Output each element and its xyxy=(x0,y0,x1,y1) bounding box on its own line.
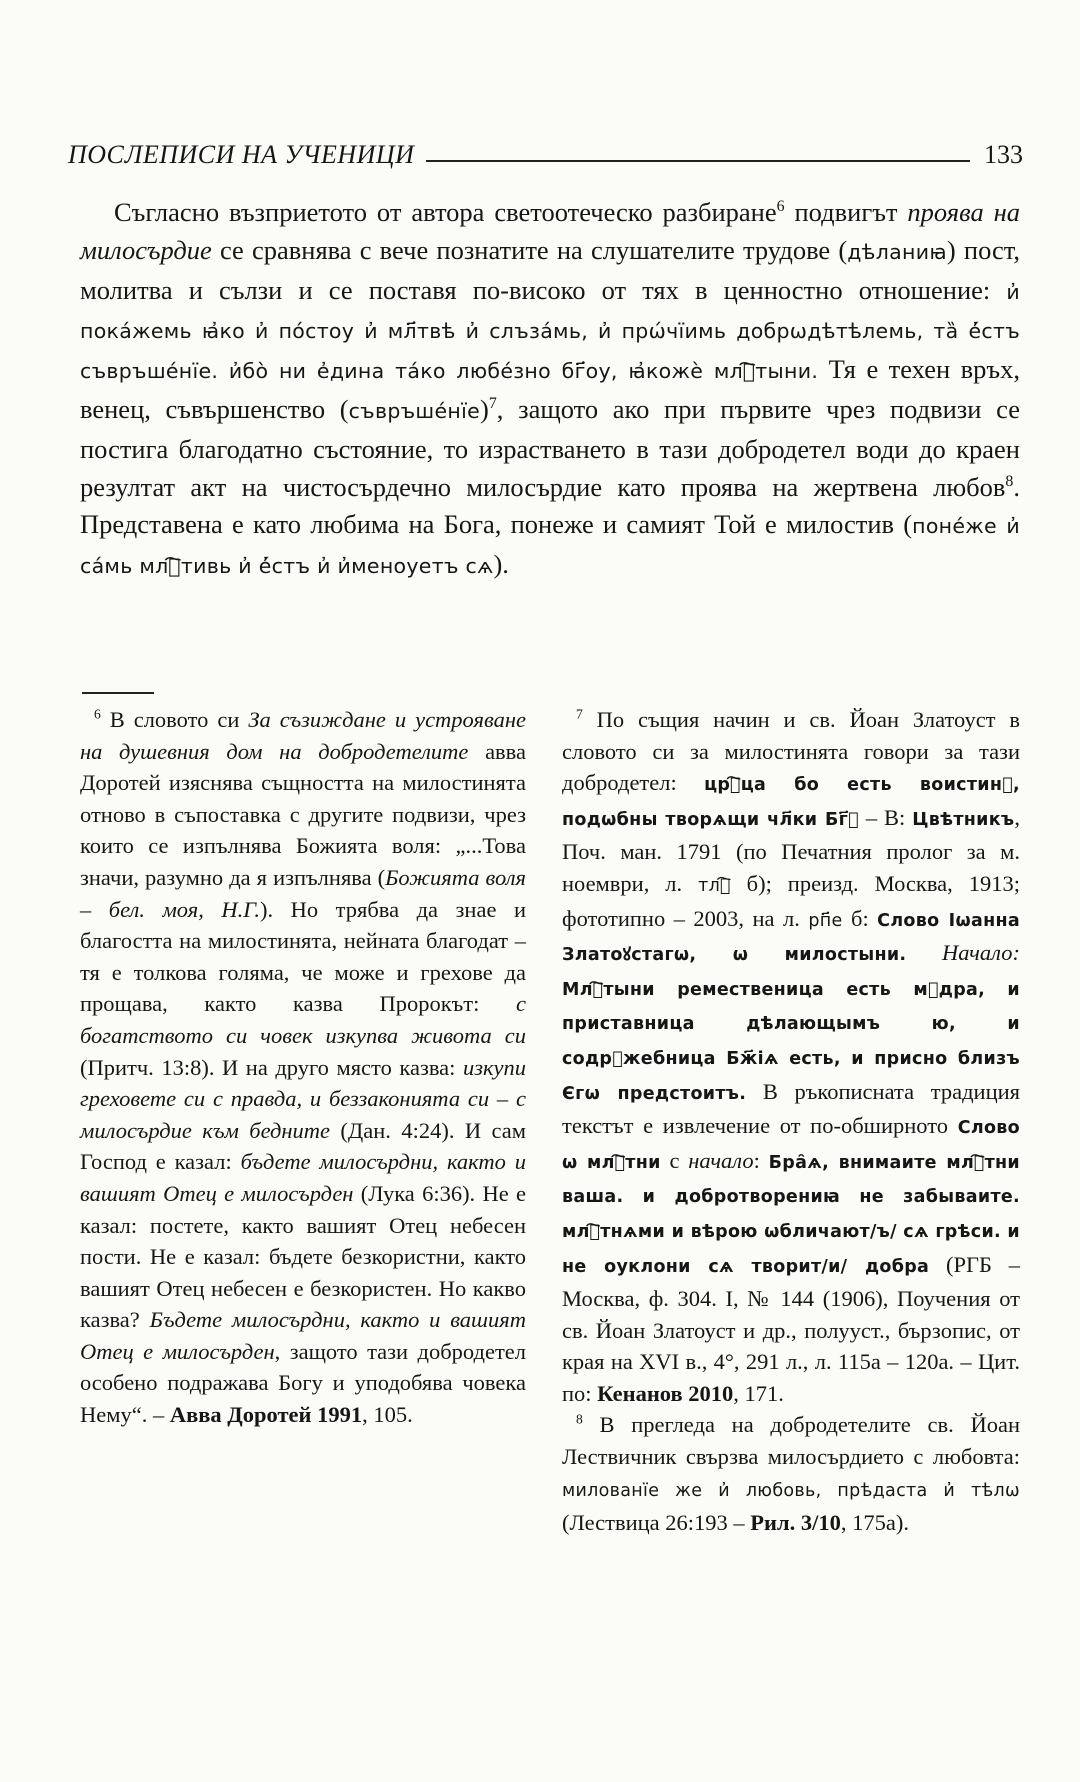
main-text-run: подвигът xyxy=(784,197,908,227)
footnote-number: 6 xyxy=(94,706,101,722)
church-slavonic-quote: съвръше́нїе xyxy=(348,398,481,423)
main-text-run: ). xyxy=(493,549,509,580)
footnote-text: , Поч. ман. 1791 (по Печатния пролог за м. ноември, л. xyxy=(562,804,1020,896)
footnote-text: с xyxy=(660,1147,689,1173)
footnote-text: В ръкописната традиция текстът е извлечение от по-обширното xyxy=(562,1078,1020,1139)
footnote-text: (Притч. 13:8). И на друго място казва: xyxy=(80,1054,463,1080)
footnote-text: В прегледа на добродетелите св. Йоан Лествичник свързва милосърдието с любовта: xyxy=(562,1412,1020,1470)
main-text-run: ) xyxy=(480,393,489,424)
footnote-citation: Авва Доротей 1991 xyxy=(169,1402,363,1428)
church-slavonic-quote: Слово Іѡанна Златоꙋстагѡ, ѡ милостыни. xyxy=(562,910,1021,966)
footnote-italic: Бъдете милосърдни, както и вашият Отец е милосърден xyxy=(80,1307,527,1364)
footnotes-left-column xyxy=(80,704,526,1431)
footnotes-right-column xyxy=(562,704,1020,1539)
footnote-7 xyxy=(562,704,1020,1409)
footnote-text: По същия начин и св. Йоан Златоуст в словото си за милостинята говори за тази добродетел: xyxy=(562,707,1020,796)
footnote-separator xyxy=(82,692,154,694)
church-slavonic-quote: црⷭ҇ца бо есть воистинꙋ, подѡбны творѧщи чл҃ки Бг҃ꙋ xyxy=(562,775,1021,830)
church-slavonic-numeral: рп҃е xyxy=(808,910,843,931)
main-text-run: Съгласно възприетото от автора светоотеческо разбиране xyxy=(114,197,777,227)
footnote-citation: Кенанов 2010 xyxy=(597,1380,734,1406)
footnote-text: , 171. xyxy=(733,1380,784,1406)
church-slavonic-quote: Цвѣтникъ xyxy=(912,809,1015,830)
main-text-run: , защото ако при първите чрез подвизи се постига благодатно състояние, то израстването в тази добродетел води до краен резултат акт на чистосърдечно милосърдие като проява на жертвена любов xyxy=(80,393,1020,502)
church-slavonic-numeral: тлⷫ҇ xyxy=(698,875,731,896)
footnote-italic: бъдете милосърдни, както и вашият Отец е милосърден xyxy=(80,1149,526,1206)
footnote-text: , 105. xyxy=(362,1402,413,1428)
footnote-italic: Начало: xyxy=(906,940,1020,966)
header-rule xyxy=(426,160,970,162)
footnote-text: ). Но трябва да знае и благостта на милостинята, нейната благодат – тя е толкова голяма, че може и грехове да прощава, както казва Пророкът: xyxy=(80,896,526,1017)
footnote-text: авва Доротей изяснява същността на милостинята отново в съпоставка с другите подвизи, чрез които се изпълнява Божията воля: „...Това значи, разумно да я изпълнява ( xyxy=(80,738,526,890)
footnote-italic: с богатството си човек изкупва живота си xyxy=(80,991,526,1048)
footnote-italic: начало xyxy=(688,1147,754,1173)
church-slavonic-quote: Слово ѡ млⷭ҇тни xyxy=(562,1118,1020,1173)
footnote-text: В словото си xyxy=(100,707,249,732)
main-text-run: . Представена е като любима на Бога, понеже и самият Той е милостив ( xyxy=(80,471,1020,540)
church-slavonic-quote: и҆ пока́жемь ꙗ҆ко и҆ по́стоу и҆ мл҃твѣ и҆ слъза́мь, и҆ прѡ́чїимь добрѡдѣтѣлемь, та̏ е҆́стъ съвръше́нїе. и҆бо̀ ни е҆дина та́ко любе́зно бг҃оу, ꙗ҆кожѐ млⷭ҇тыни. xyxy=(80,279,1020,384)
running-title: ПОСЛЕПИСИ НА УЧЕНИЦИ xyxy=(68,140,415,169)
main-italic-run: проява на милосърдие xyxy=(80,197,1021,265)
footnote-text: б); преизд. Москва, 1913; фототипно – 2003, на л. xyxy=(562,870,1020,931)
footnote-text: б: xyxy=(842,905,878,931)
footnote-text: (Лука 6:36). Не е казал: постете, както вашият Отец небесен пости. Не е казал: бъдете безкористни, както вашият Отец небесен е безкористен. Но какво казва? xyxy=(80,1180,526,1333)
footnote-6 xyxy=(80,704,526,1431)
church-slavonic-quote: поне́же и҆ са́мь млⷭ҇тивь и҆ е҆́стъ и҆ и҆меноуетъ сѧ xyxy=(80,514,1021,579)
footnote-citation: Рил. 3/10 xyxy=(750,1510,841,1536)
footnote-italic: изкупи греховете си с правда, и беззаконията си – с милосърдие към бедните xyxy=(80,1054,526,1143)
church-slavonic-quote: милованїе же и҆ любовь, прѣдаста и҆ тѣлѡ xyxy=(562,1480,1020,1501)
church-slavonic-quote: дѣланиꙗ xyxy=(847,239,947,264)
page-number: 133 xyxy=(984,140,1023,169)
footnote-ref-6: 6 xyxy=(776,198,785,216)
footnote-text: – В: xyxy=(858,804,913,830)
footnote-8 xyxy=(562,1409,1020,1538)
footnote-ref-8: 8 xyxy=(1005,472,1014,490)
footnote-text: , 175а). xyxy=(840,1510,909,1536)
footnote-text: (Дан. 4:24). И сам Господ е казал: xyxy=(80,1117,526,1175)
footnote-number: 7 xyxy=(576,706,583,722)
running-header xyxy=(68,130,1023,170)
footnote-ref-7: 7 xyxy=(488,395,497,413)
footnote-italic: Божията воля – бел. моя, Н.Г. xyxy=(80,864,526,922)
footnote-text: , защото тази добродетел особено подражава Богу и уподобява човека Нему“. – xyxy=(80,1338,526,1428)
footnote-number: 8 xyxy=(576,1411,583,1427)
footnote-text: (РГБ – Москва, ф. 304. I, № 144 (1906), Поучения от св. Йоан Златоуст и др., полууст., бързопис, от края на XVI в., 4°, 291 л., л. 115а – 120а. – Цит. по: xyxy=(562,1251,1020,1406)
church-slavonic-quote: Млⷭ҇тыни ремественица есть мꙋдра, и приставница дѣлающымъ ю, и содрꙋжебница Бж҃іѧ есть, и присно близъ Єгѡ предстоитъ. xyxy=(562,979,1020,1104)
main-text-run: се сравнява с вече познатите на слушателите трудове ( xyxy=(211,234,848,265)
footnote-text: : xyxy=(753,1147,769,1173)
main-text-run: Тя е техен връх, венец, съвършенство ( xyxy=(80,354,1021,424)
main-text-run: ) пост, молитва и сълзи и се поставя по-високо от тях в ценностно отношение: xyxy=(80,234,1020,305)
main-paragraph xyxy=(80,194,1020,586)
footnote-italic: За съзиждане и устрояване на душевния дом на добродетелите xyxy=(80,707,526,764)
church-slavonic-quote: Бра̑ѧ, внимаите млⷭ҇тни ваша. и добротворениꙗ не забываите. млⷭ҇тнѧми и вѣрою ѡбличают/ъ/ сѧ грѣси. и не оуклони сѧ творит/и/ добра xyxy=(562,1152,1020,1277)
footnote-text: (Лествица 26:193 – xyxy=(562,1510,751,1536)
